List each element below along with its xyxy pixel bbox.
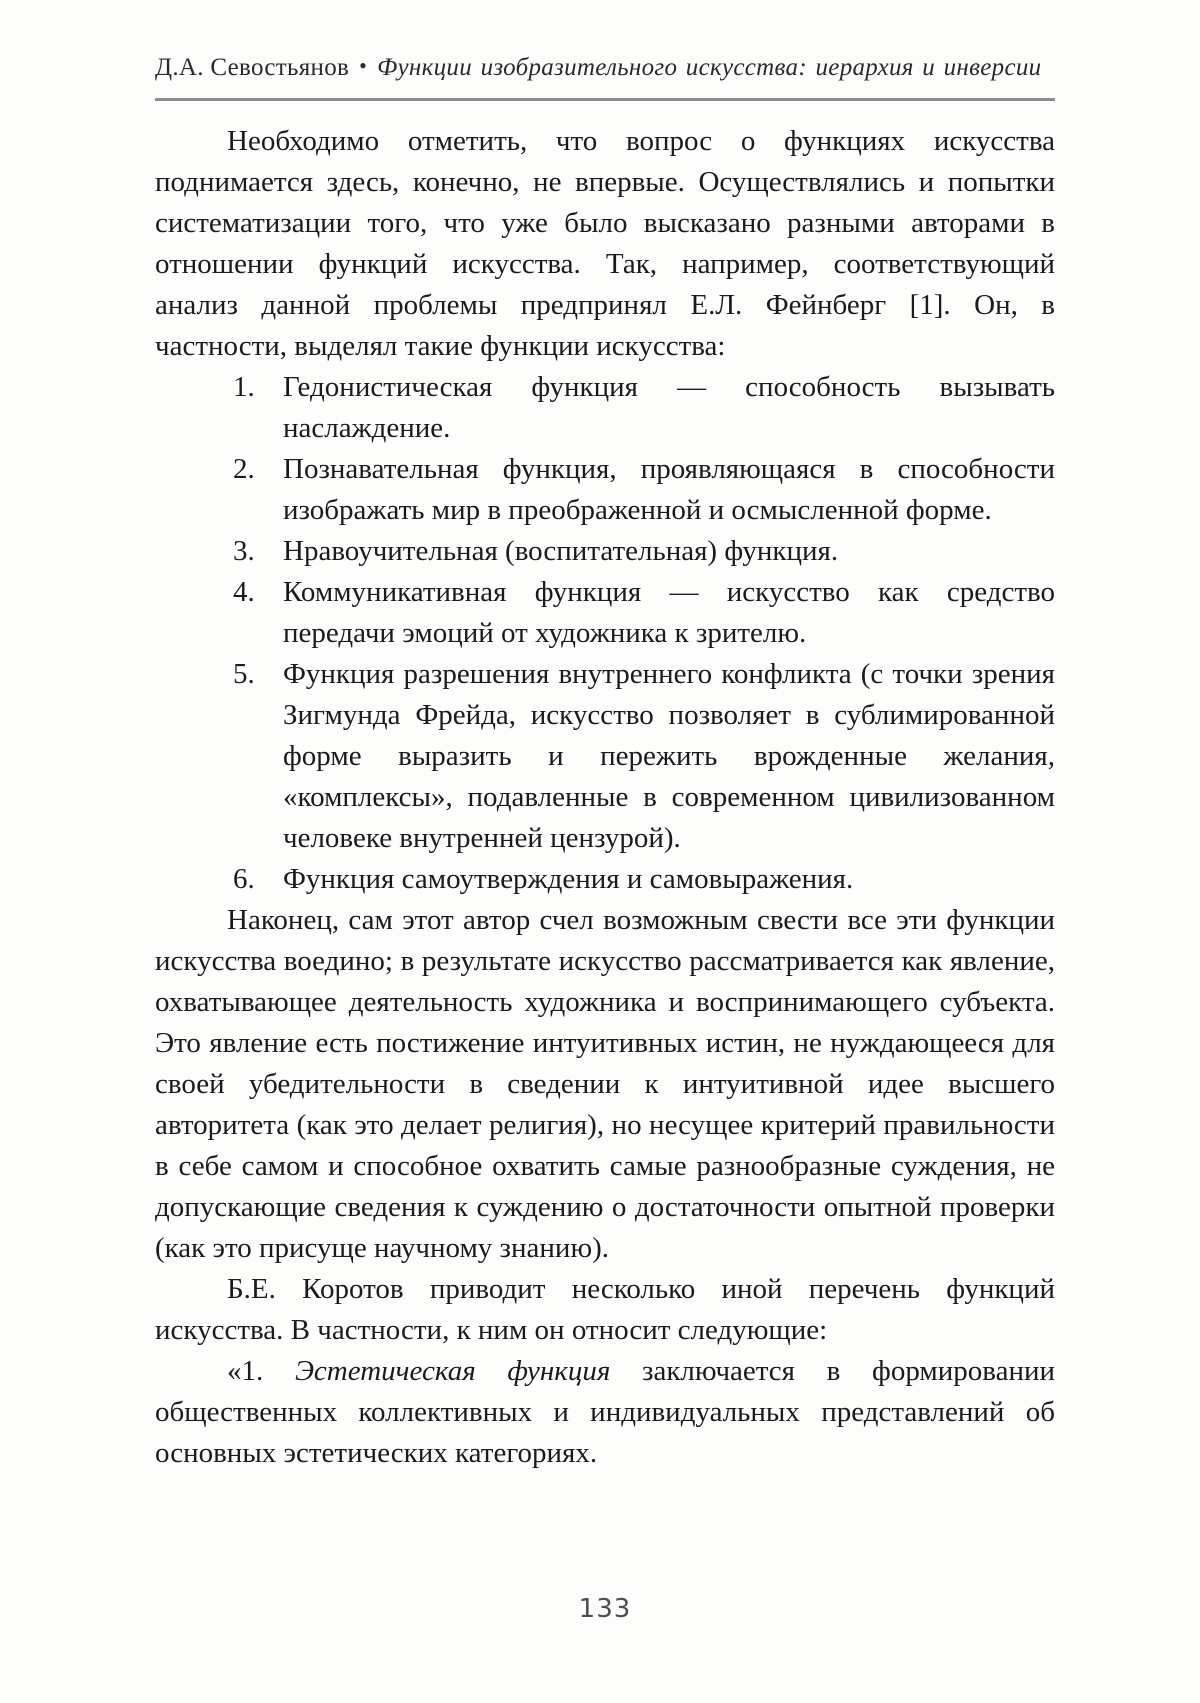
header-rule [155,98,1055,101]
header-author: Д.А. Севостьянов [155,54,350,81]
header-bullet-separator: • [359,53,368,78]
list-item-number: 6. [233,863,255,895]
paragraph [155,1351,1055,1474]
running-header [155,54,1055,82]
page-body-text [155,121,1055,1474]
list-item-text: Нравоучительная (воспитательная) функция. [283,535,839,567]
list-item-number: 3. [233,535,255,567]
list-item-number: 4. [233,576,255,608]
list-item-text: Гедонистическая функция — способность вызывать наслаждение. [283,371,1055,444]
header-article-title: Функции изобразительного искусства: иерархия и инверсии [377,54,1042,81]
paragraph: Б.Е. Коротов приводит несколько иной перечень функций искусства. В частности, к ним он относит следующие: [155,1273,1055,1346]
list-item-text: Функция самоутверждения и самовыражения. [283,863,854,895]
list-item [155,859,1055,900]
list-item-text: Коммуникативная функция — искусство как средство передачи эмоций от художника к зрителю. [283,576,1055,649]
paragraph-rest: заключается в формировании общественных коллективных и индивидуальных представлений об основных эстетических категориях. [155,1355,1056,1469]
list-item [155,572,1055,654]
list-item [155,367,1055,449]
italic-term: Эстетическая функция [294,1355,611,1387]
list-item [155,449,1055,531]
list-item [155,531,1055,572]
paragraph: Необходимо отметить, что вопрос о функциях искусства поднимается здесь, конечно, не впервые. Осуществлялись и попытки систематизации того, что уже было высказано разными авторами в отношении функций искусства. Так, например, соответствующий анализ данной проблемы предпринял Е.Л. Фейнберг [1]. Он, в частности, выделял такие функции искусства: [155,125,1055,362]
list-item-number: 2. [233,453,255,485]
page-number: 133 [578,1594,632,1624]
list-item-number: 1. [233,371,255,403]
quote-prefix: «1. [227,1355,295,1387]
list-item-text: Познавательная функция, проявляющаяся в способности изображать мир в преображенной и осмысленной форме. [283,453,1055,526]
list-item-text: Функция разрешения внутреннего конфликта (с точки зрения Зигмунда Фрейда, искусство позволяет в сублимированной форме выразить и пережить врожденные желания, «комплексы», подавленные в современном цивилизованном человеке внутренней цензурой). [283,658,1055,854]
list-item-number: 5. [233,658,255,690]
list-item [155,654,1055,859]
numbered-list [155,367,1055,900]
paragraph: Наконец, сам этот автор счел возможным свести все эти функции искусства воедино; в результате искусство рассматривается как явление, охватывающее деятельность художника и воспринимающего субъекта. Это явление есть постижение интуитивных истин, не нуждающееся для своей убедительности в сведении к интуитивной идее высшего авторитета (как это делает религия), но несущее критерий правильности в себе самом и способное охватить самые разнообразные суждения, не допускающие сведения к суждению о достаточности опытной проверки (как это присуще научному знанию). [155,904,1055,1264]
